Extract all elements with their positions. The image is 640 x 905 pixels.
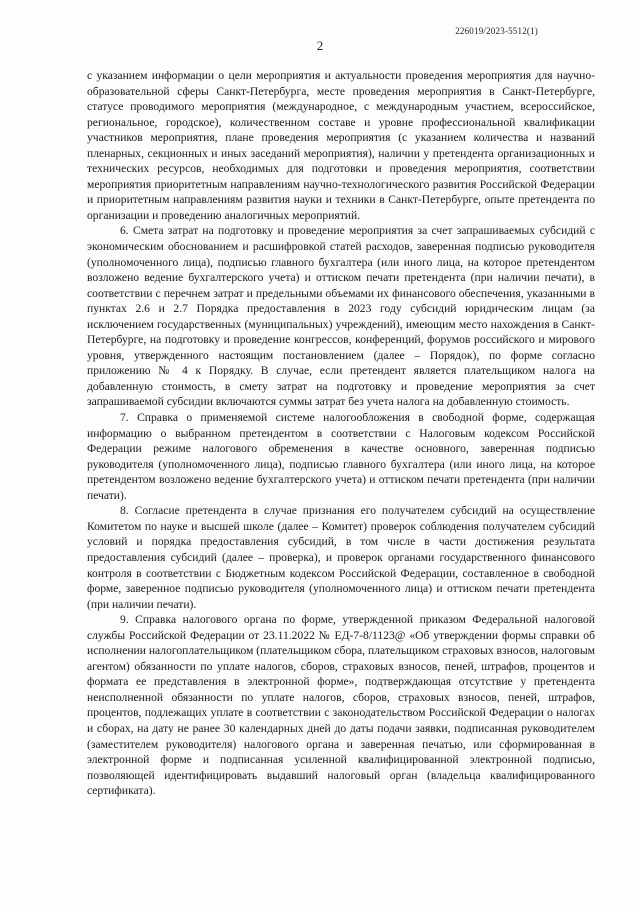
paragraph-item-8: 8. Согласие претендента в случае признания его получателем субсидий на осуществление Комитетом по науке и высшей школе (далее – Комитет) проверок соблюдения получателем субсидий условий и порядка предоставления субсидий, в том числе в части достижения результата предоставления субсидий (далее – проверка), и проверок органами государственного финансового контроля в соответствии с Бюджетным кодексом Российской Федерации, составленное в свободной форме, заверенное подписью руководителя (уполномоченного лица) и оттиском печати претендента (при наличии печати). <box>87 504 595 611</box>
paragraph-continuation: с указанием информации о цели мероприятия и актуальности проведения мероприятия для научно-образовательной сферы Санкт-Петербурга, месте проведения мероприятия в Санкт-Петербурге, статусе проводимого мероприятия (международное, с международным участием, всероссийское, региональное, городское), количественном составе и уровне профессиональной квалификации участников мероприятия, плане проведения мероприятия (с указанием количества и названий пленарных, секционных и иных заседаний мероприятия), наличии у претендента организационных и технических ресурсов, необходимых для подготовки и проведения мероприятия, соответствии мероприятия приоритетным направлениям научно-технологического развития Российской Федерации и приоритетным направлениям развития науки и техники в Санкт-Петербурге, опыте претендента по организации и проведению аналогичных мероприятий. <box>87 69 595 222</box>
page-number: 2 <box>316 38 324 53</box>
paragraph-item-7: 7. Справка о применяемой системе налогообложения в свободной форме, содержащая информацию о выбранном претендентом в соответствии с Налоговым кодексом Российской Федерации режиме налогового обременения в качестве основного, заверенная подписью руководителя (уполномоченного лица), подписью главного бухгалтера (или иного лица, на которое претендентом возложено ведение бухгалтерского учета) и оттиском печати претендента (при наличии печати). <box>87 411 595 502</box>
document-registration-number: 226019/2023-5512(1) <box>455 26 538 36</box>
paragraph-item-9: 9. Справка налогового органа по форме, утвержденной приказом Федеральной налоговой службы Российской Федерации от 23.11.2022 № ЕД-7-8/1123@ «Об утверждении формы справки об исполнении налогоплательщиком (плательщиком сбора, плательщиком страховых взносов, налоговым агентом) обязанности по уплате налогов, сборов, страховых взносов, пеней, штрафов, процентов и формата ее представления в электронной форме», подтверждающая отсутствие у претендента неисполненной обязанности по уплате налогов, сборов, страховых взносов, пеней, штрафов, процентов, подлежащих уплате в соответствии с законодательством Российской Федерации о налогах и сборах, на дату не ранее 30 календарных дней до даты подачи заявки, подписанная руководителем (заместителем руководителя) налогового органа и заверенная печатью, или сформированная в электронной форме и подписанная усиленной квалифицированной электронной подписью, позволяющей идентифицировать выдавший налоговый орган (владельца квалифицированного сертификата). <box>87 613 595 798</box>
paragraph-item-6: 6. Смета затрат на подготовку и проведение мероприятия за счет запрашиваемых субсидий с экономическим обоснованием и расшифровкой статей расходов, заверенная подписью руководителя (уполномоченного лица), подписью главного бухгалтера (или иного лица, на которое претендентом возложено ведение бухгалтерского учета) и оттиском печати претендента (при наличии печати), в соответствии с перечнем затрат и предельными объемами их финансового обеспечения, указанными в пунктах 2.6 и 2.7 Порядка предоставления в 2023 году субсидий юридическим лицам (за исключением государственных (муниципальных) учреждений), имеющим место нахождения в Санкт-Петербурге, на подготовку и проведение конгрессов, конференций, форумов российского и мирового уровня, утвержденного настоящим постановлением (далее – Порядок), по форме согласно приложению № 4 к Порядку. В случае, если претендент является плательщиком налога на добавленную стоимость, в смету затрат на подготовку и проведение мероприятия за счет запрашиваемой субсидии включаются суммы затрат без учета налога на добавленную стоимость. <box>87 224 595 409</box>
document-body <box>87 68 595 799</box>
